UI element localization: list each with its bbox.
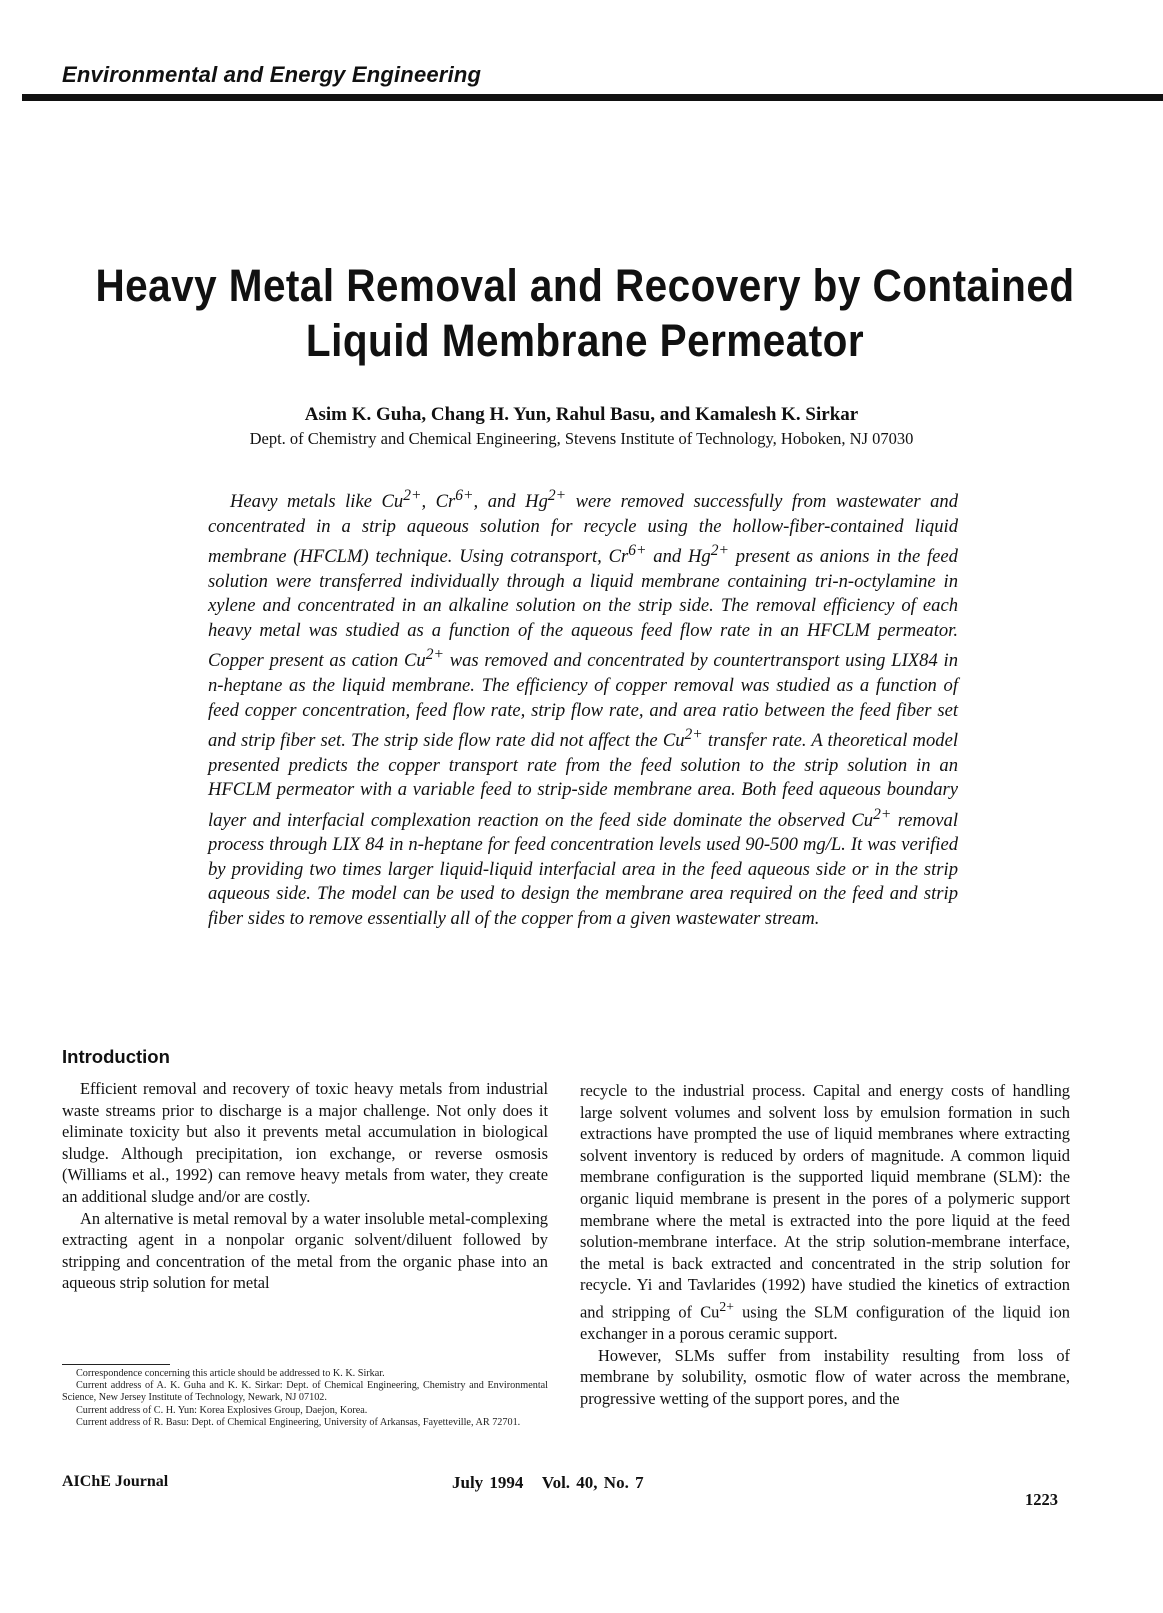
footnote-rule <box>62 1364 170 1365</box>
abstract: Heavy metals like $Cu^{2+}$, $Cr^{6+}$, and $Hg^{2+}$ were removed successfully from wastewater and concentrated in a strip aqueous solution for recycle using the hollow-fiber-contained liquid membrane (HFCLM) technique. Using cotransport, $Cr^{6+}$ and $Hg^{2+}$ present as anions in the feed solution were transferred individually through a liquid membrane containing tri-n-octylamine in xylene and concentrated in an alkaline solution on the strip side. The removal efficiency of each heavy metal was studied as a function of the aqueous feed flow rate in an HFCLM permeator. Copper present as cation $Cu^{2+}$ was removed and concentrated by countertransport using LIX84 in n-heptane as the liquid membrane. The efficiency of copper removal was studied as a function of feed copper concentration, feed flow rate, strip flow rate, and area ratio between the feed fiber set and strip fiber set. The strip side flow rate did not affect the $Cu^{2+}$ transfer rate. A theoretical model presented predicts the copper transport rate from the feed solution to the strip solution in an HFCLM permeator with a variable feed to strip-side membrane area. Both feed aqueous boundary layer and interfacial complexation reaction on the feed side dominate the observed $Cu^{2+}$ removal process through LIX 84 in n-heptane for feed concentration levels used 90-500 mg/L. It was verified by providing two times larger liquid-liquid interfacial area in the feed aqueous side or in the strip aqueous side. The model can be used to design the membrane area required on the feed and strip fiber sides to remove essentially all of the copper from a given wastewater stream. <box>208 487 959 929</box>
footnote-address-guha-sirkar: Current address of A. K. Guha and K. K. Sirkar: Dept. of Chemical Engineering, Chemistry and Environmental Science, New Jersey Institute of Technology, Newark, NJ 07102. <box>62 1380 548 1404</box>
intro-paragraph-3: recycle to the industrial process. Capital and energy costs of handling large solvent volumes and solvent loss by emulsion formation in such extractions have prompted the use of liquid membranes where extracting solvent inventory is reduced by orders of magnitude. A common liquid membrane configuration is the supported liquid membrane (SLM): the organic liquid membrane is present in the pores of a polymeric support membrane where the metal is extracted into the pore liquid at the feed solution-membrane interface. At the strip solution-membrane interface, the metal is back extracted and concentrated in the strip solution for recycle. Yi and Tavlarides (1992) have studied the kinetics of extraction and stripping of $Cu^{2+}$ using the SLM configuration of the liquid ion exchanger in a porous ceramic support. <box>580 1081 1070 1343</box>
page-number: 1223 <box>1025 1490 1058 1509</box>
section-label: Environmental and Energy Engineering <box>62 62 482 87</box>
body-column-right <box>580 1080 1070 1409</box>
title-line-1: Heavy Metal Removal and Recovery by Contained <box>95 260 1075 311</box>
issue-info: July 1994 Vol. 40, No. 7 <box>452 1473 644 1492</box>
footnotes <box>62 1368 548 1429</box>
journal-name: AIChE Journal <box>62 1473 169 1490</box>
footnote-address-basu: Current address of R. Basu: Dept. of Chemical Engineering, University of Arkansas, Fayetteville, AR 72701. <box>76 1416 521 1428</box>
header-rule <box>22 94 1163 101</box>
body-column-left <box>62 1078 548 1294</box>
intro-paragraph-4: However, SLMs suffer from instability resulting from loss of membrane by solubility, osmotic flow of water across the membrane, progressive wetting of the support pores, and the <box>580 1345 1070 1408</box>
intro-paragraph-2: An alternative is metal removal by a water insoluble metal-complexing extracting agent in a nonpolar organic solvent/diluent followed by stripping and concentration of the metal from the organic phase into an aqueous strip solution for metal <box>62 1208 548 1293</box>
footnote-correspondence: Correspondence concerning this article should be addressed to K. K. Sirkar. <box>76 1368 385 1379</box>
author-list: Asim K. Guha, Chang H. Yun, Rahul Basu, and Kamalesh K. Sirkar <box>304 404 859 425</box>
title-line-2: Liquid Membrane Permeator <box>305 315 865 366</box>
footnote-address-yun: Current address of C. H. Yun: Korea Explosives Group, Daejon, Korea. <box>76 1404 368 1416</box>
intro-paragraph-1: Efficient removal and recovery of toxic heavy metals from industrial waste streams prior to discharge is a major challenge. Not only does it eliminate toxicity but also it prevents metal accumulation in biological sludge. Although precipitation, ion exchange, or reverse osmosis (Williams et al., 1992) can remove heavy metals from water, they create an additional sludge and/or are costly. <box>62 1079 548 1206</box>
article-title <box>95 258 1076 368</box>
section-heading-introduction: Introduction <box>62 1046 170 1067</box>
author-affiliation: Dept. of Chemistry and Chemical Engineering, Stevens Institute of Technology, Hoboken, NJ 07030 <box>249 429 914 448</box>
